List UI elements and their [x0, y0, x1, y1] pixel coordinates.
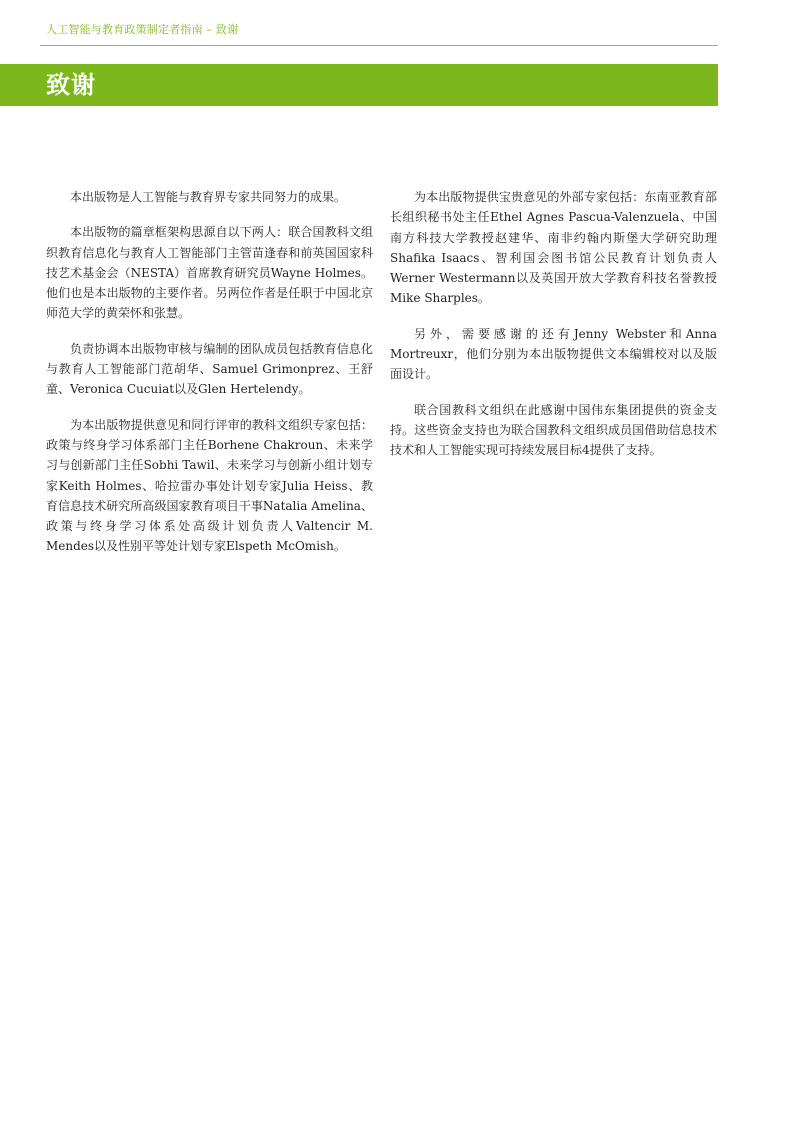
header-divider: [40, 45, 718, 46]
running-header: 人工智能与教育政策制定者指南 – 致谢: [46, 23, 239, 36]
paragraph: 另外，需要感谢的还有Jenny Webster和Anna Mortreuxr，他们分别为本出版物提供文本编辑校对以及版面设计。: [390, 326, 717, 382]
paragraph: 本出版物是人工智能与教育界专家共同努力的成果。: [70, 190, 347, 204]
paragraph: 为本出版物提供宝贵意见的外部专家包括：东南亚教育部长组织秘书处主任Ethel Agnes Pascua-Valenzuela、中国南方科技大学教授赵建华、南非约翰内斯堡大学研究助理Shafika Isaacs、智利国会图书馆公民教育计划负责人Werner Westermann以及英国开放大学教育科技名誉教授Mike Sharples。: [390, 190, 717, 306]
paragraph: 本出版物的篇章框架构思源自以下两人：联合国教科文组织教育信息化与教育人工智能部门主管苗逢春和前英国国家科技艺术基金会（NESTA）首席教育研究员Wayne Holmes。他们也是本出版物的主要作者。另两位作者是任职于中国北京师范大学的黄荣怀和张慧。: [46, 225, 373, 321]
page-title: 致谢: [46, 71, 96, 99]
right-column: [390, 187, 717, 476]
paragraph: 负责协调本出版物审核与编制的团队成员包括教育信息化与教育人工智能部门范胡华、Samuel Grimonprez、王舒童、Veronica Cucuiat以及Glen Hertelendy。: [46, 341, 373, 397]
left-column: [46, 187, 373, 572]
paragraph: 联合国教科文组织在此感谢中国伟东集团提供的资金支持。这些资金支持也为联合国教科文组织成员国借助信息技术技术和人工智能实现可持续发展目标4提供了支持。: [390, 402, 717, 458]
section-title-bar: [0, 64, 718, 106]
paragraph: 为本出版物提供意见和同行评审的教科文组织专家包括：政策与终身学习体系部门主任Borhene Chakroun、未来学习与创新部门主任Sobhi Tawil、未来学习与创新小组计划专家Keith Holmes、哈拉雷办事处计划专家Julia Heiss、教育信息技术研究所高级国家教育项目干事Natalia Amelina、政策与终身学习体系处高级计划负责人Valtencir M. Mendes以及性别平等处计划专家Elspeth McOmish。: [46, 417, 373, 554]
